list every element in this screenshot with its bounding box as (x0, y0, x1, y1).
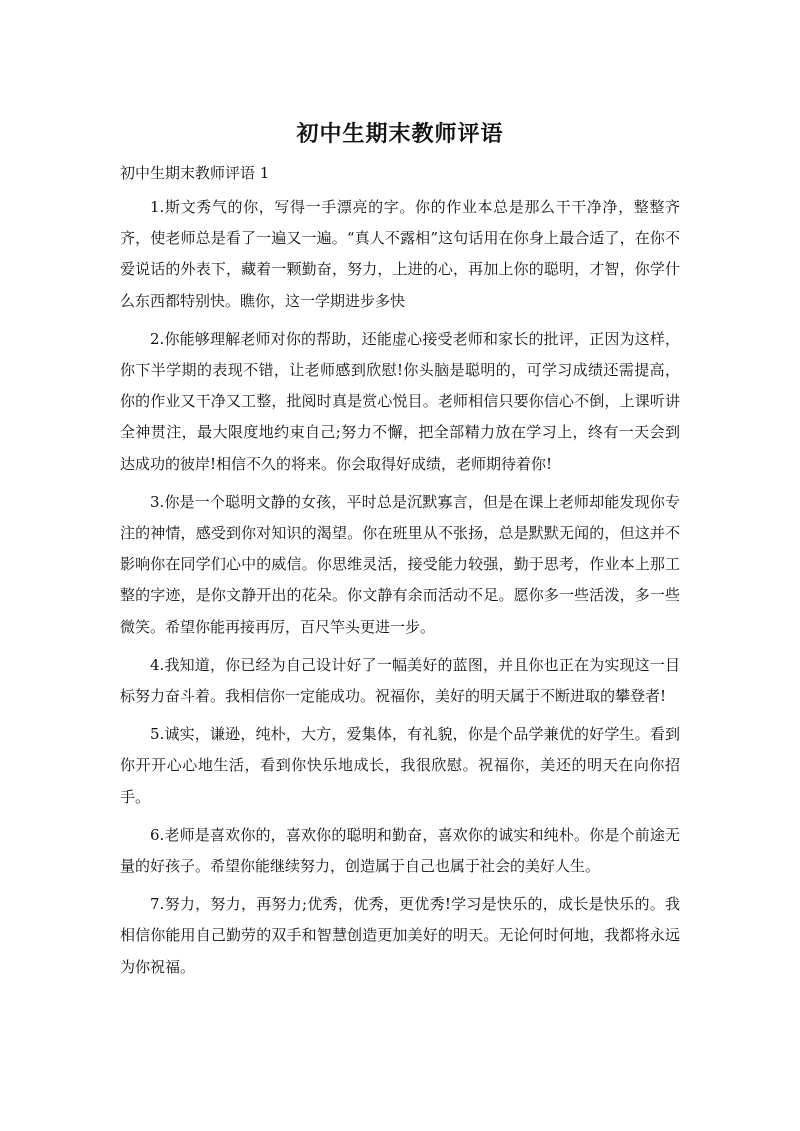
comment-paragraph-2: 2.你能够理解老师对你的帮助，还能虚心接受老师和家长的批评，正因为这样，你下半学期的表现不错，让老师感到欣慰!你头脑是聪明的，可学习成绩还需提高，你的作业又干净又工整，批阅时真是赏心悦目。老师相信只要你信心不倒，上课听讲全神贯注，最大限度地约束自己;努力不懈，把全部精力放在学习上，终有一天会到达成功的彼岸!相信不久的将来。你会取得好成绩，老师期待着你! (120, 329, 680, 473)
page-title: 初中生期末教师评语 (296, 122, 504, 147)
comment-paragraph-7: 7.努力，努力，再努力;优秀，优秀，更优秀!学习是快乐的，成长是快乐的。我相信你能用自己勤劳的双手和智慧创造更加美好的明天。无论何时何地，我都将永远为你祝福。 (120, 895, 680, 976)
section-heading: 初中生期末教师评语 1 (120, 164, 270, 182)
comment-paragraph-5: 5.诚实，谦逊，纯朴，大方，爱集体，有礼貌，你是个品学兼优的好学生。看到你开开心心地生活，看到你快乐地成长，我很欣慰。祝福你，美还的明天在向你招手。 (120, 725, 680, 806)
comment-paragraph-4: 4.我知道，你已经为自己设计好了一幅美好的蓝图，并且你也正在为实现这一目标努力奋斗着。我相信你一定能成功。祝福你，美好的明天属于不断进取的攀登者! (120, 655, 680, 706)
document-body (120, 192, 680, 990)
comment-paragraph-6: 6.老师是喜欢你的，喜欢你的聪明和勤奋，喜欢你的诚实和纯朴。你是个前途无量的好孩子。希望你能继续努力，创造属于自己也属于社会的美好人生。 (120, 825, 680, 876)
comment-paragraph-1: 1.斯文秀气的你，写得一手漂亮的字。你的作业本总是那么干干净净，整整齐齐，使老师总是看了一遍又一遍。“真人不露相”这句话用在你身上最合适了，在你不爱说话的外表下，藏着一颗勤奋，努力，上进的心，再加上你的聪明，才智，你学什么东西都特别快。瞧你，这一学期进步多快 (120, 198, 680, 310)
comment-paragraph-3: 3.你是一个聪明文静的女孩，平时总是沉默寡言，但是在课上老师却能发现你专注的神情，感受到你对知识的渴望。你在班里从不张扬，总是默默无闻的，但这并不影响你在同学们心中的威信。你思维灵活，接受能力较强，勤于思考，作业本上那工整的字迹，是你文静开出的花朵。你文静有余而活动不足。愿你多一些活泼，多一些微笑。希望你能再接再厉，百尺竿头更进一步。 (120, 492, 680, 636)
